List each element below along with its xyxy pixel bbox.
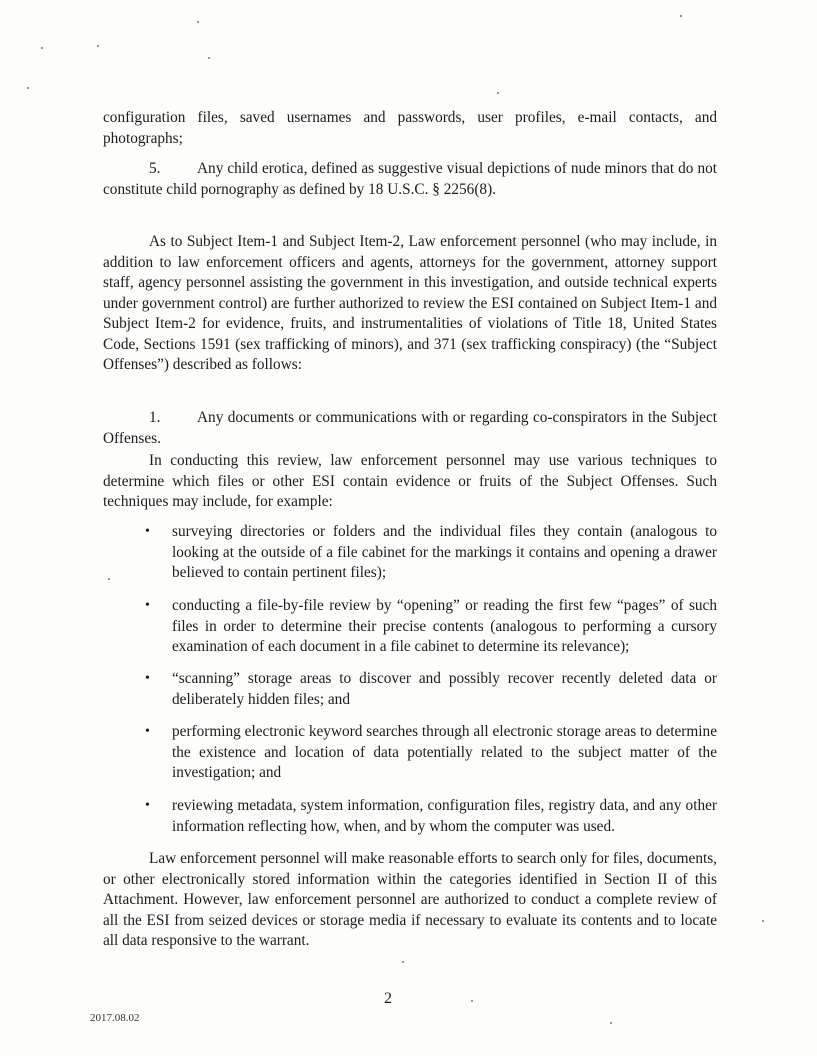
bullet-text: performing electronic keyword searches through all electronic storage areas to determine the existence and location of data potentially related to the subject matter of the investigation; and: [172, 723, 717, 781]
scan-speck: [27, 87, 29, 89]
item-number: 1.: [149, 409, 161, 426]
numbered-item-5: [103, 159, 717, 200]
item-text: Any documents or communications with or regarding co-conspirators in the Subject Offenses.: [103, 409, 717, 447]
scan-speck: [197, 21, 199, 23]
bullet-icon: •: [145, 524, 150, 539]
scan-speck: [610, 1022, 612, 1024]
technique-bullet-1: [145, 522, 717, 584]
closing-paragraph: Law enforcement personnel will make reasonable efforts to search only for files, documents, or other electronically stored information within the categories identified in Section II of this Attachment. However, law enforcement personnel are authorized to conduct a complete review of all the ESI from seized devices or storage media if necessary to evaluate its contents and to locate all data responsive to the warrant.: [103, 850, 717, 949]
scan-speck: [97, 45, 99, 47]
scan-speck: [208, 57, 210, 59]
scan-speck: [402, 961, 404, 963]
item-number: 5.: [149, 160, 161, 177]
bullet-icon: •: [145, 798, 150, 813]
technique-bullet-3: [145, 669, 717, 710]
technique-bullet-5: [145, 796, 717, 837]
item-text: Any child erotica, defined as suggestive visual depictions of nude minors that do not constitute child pornography as defined by 18 U.S.C. § 2256(8).: [103, 160, 717, 198]
numbered-item-1: [103, 408, 717, 449]
scan-speck: [497, 92, 499, 94]
bullet-text: conducting a file-by-file review by “opening” or reading the first few “pages” of such files in order to determine their precise contents (analogous to performing a cursory examination of each document in a file cabinet to determine its relevance);: [172, 597, 717, 655]
continuation-paragraph: configuration files, saved usernames and passwords, user profiles, e-mail contacts, and photographs;: [103, 109, 717, 147]
technique-bullet-2: [145, 596, 717, 658]
technique-bullet-4: [145, 722, 717, 784]
bullet-icon: •: [145, 598, 150, 613]
scan-speck: [471, 1000, 473, 1002]
bullet-icon: •: [145, 724, 150, 739]
authorization-paragraph: As to Subject Item-1 and Subject Item-2, Law enforcement personnel (who may include, in addition to law enforcement officers and agents, attorneys for the government, attorney support staff, agency personnel assisting the government in this investigation, and outside technical experts under government control) are further authorized to review the ESI contained on Subject Item-1 and Subject Item-2 for evidence, fruits, and instrumentalities of violations of Title 18, United States Code, Sections 1591 (sex trafficking of minors), and 371 (sex trafficking conspiracy) (the “Subject Offenses”) described as follows:: [103, 233, 717, 373]
scan-speck: [762, 920, 764, 922]
scan-speck: [680, 15, 682, 17]
bullet-icon: •: [145, 671, 150, 686]
scan-speck: [41, 47, 43, 49]
footer-date: 2017.08.02: [90, 1012, 140, 1024]
bullet-text: “scanning” storage areas to discover and possibly recover recently deleted data or deliberately hidden files; and: [172, 670, 717, 708]
bullet-text: surveying directories or folders and the individual files they contain (analogous to looking at the outside of a file cabinet for the markings it contains and opening a drawer believed to contain pertinent files);: [172, 523, 717, 581]
page-number: 2: [384, 990, 392, 1007]
scan-speck: [108, 578, 110, 580]
bullet-text: reviewing metadata, system information, configuration files, registry data, and any other information reflecting how, when, and by whom the computer was used.: [172, 797, 717, 835]
review-paragraph: In conducting this review, law enforcement personnel may use various techniques to determine which files or other ESI contain evidence or fruits of the Subject Offenses. Such techniques may include, for example:: [103, 452, 717, 510]
